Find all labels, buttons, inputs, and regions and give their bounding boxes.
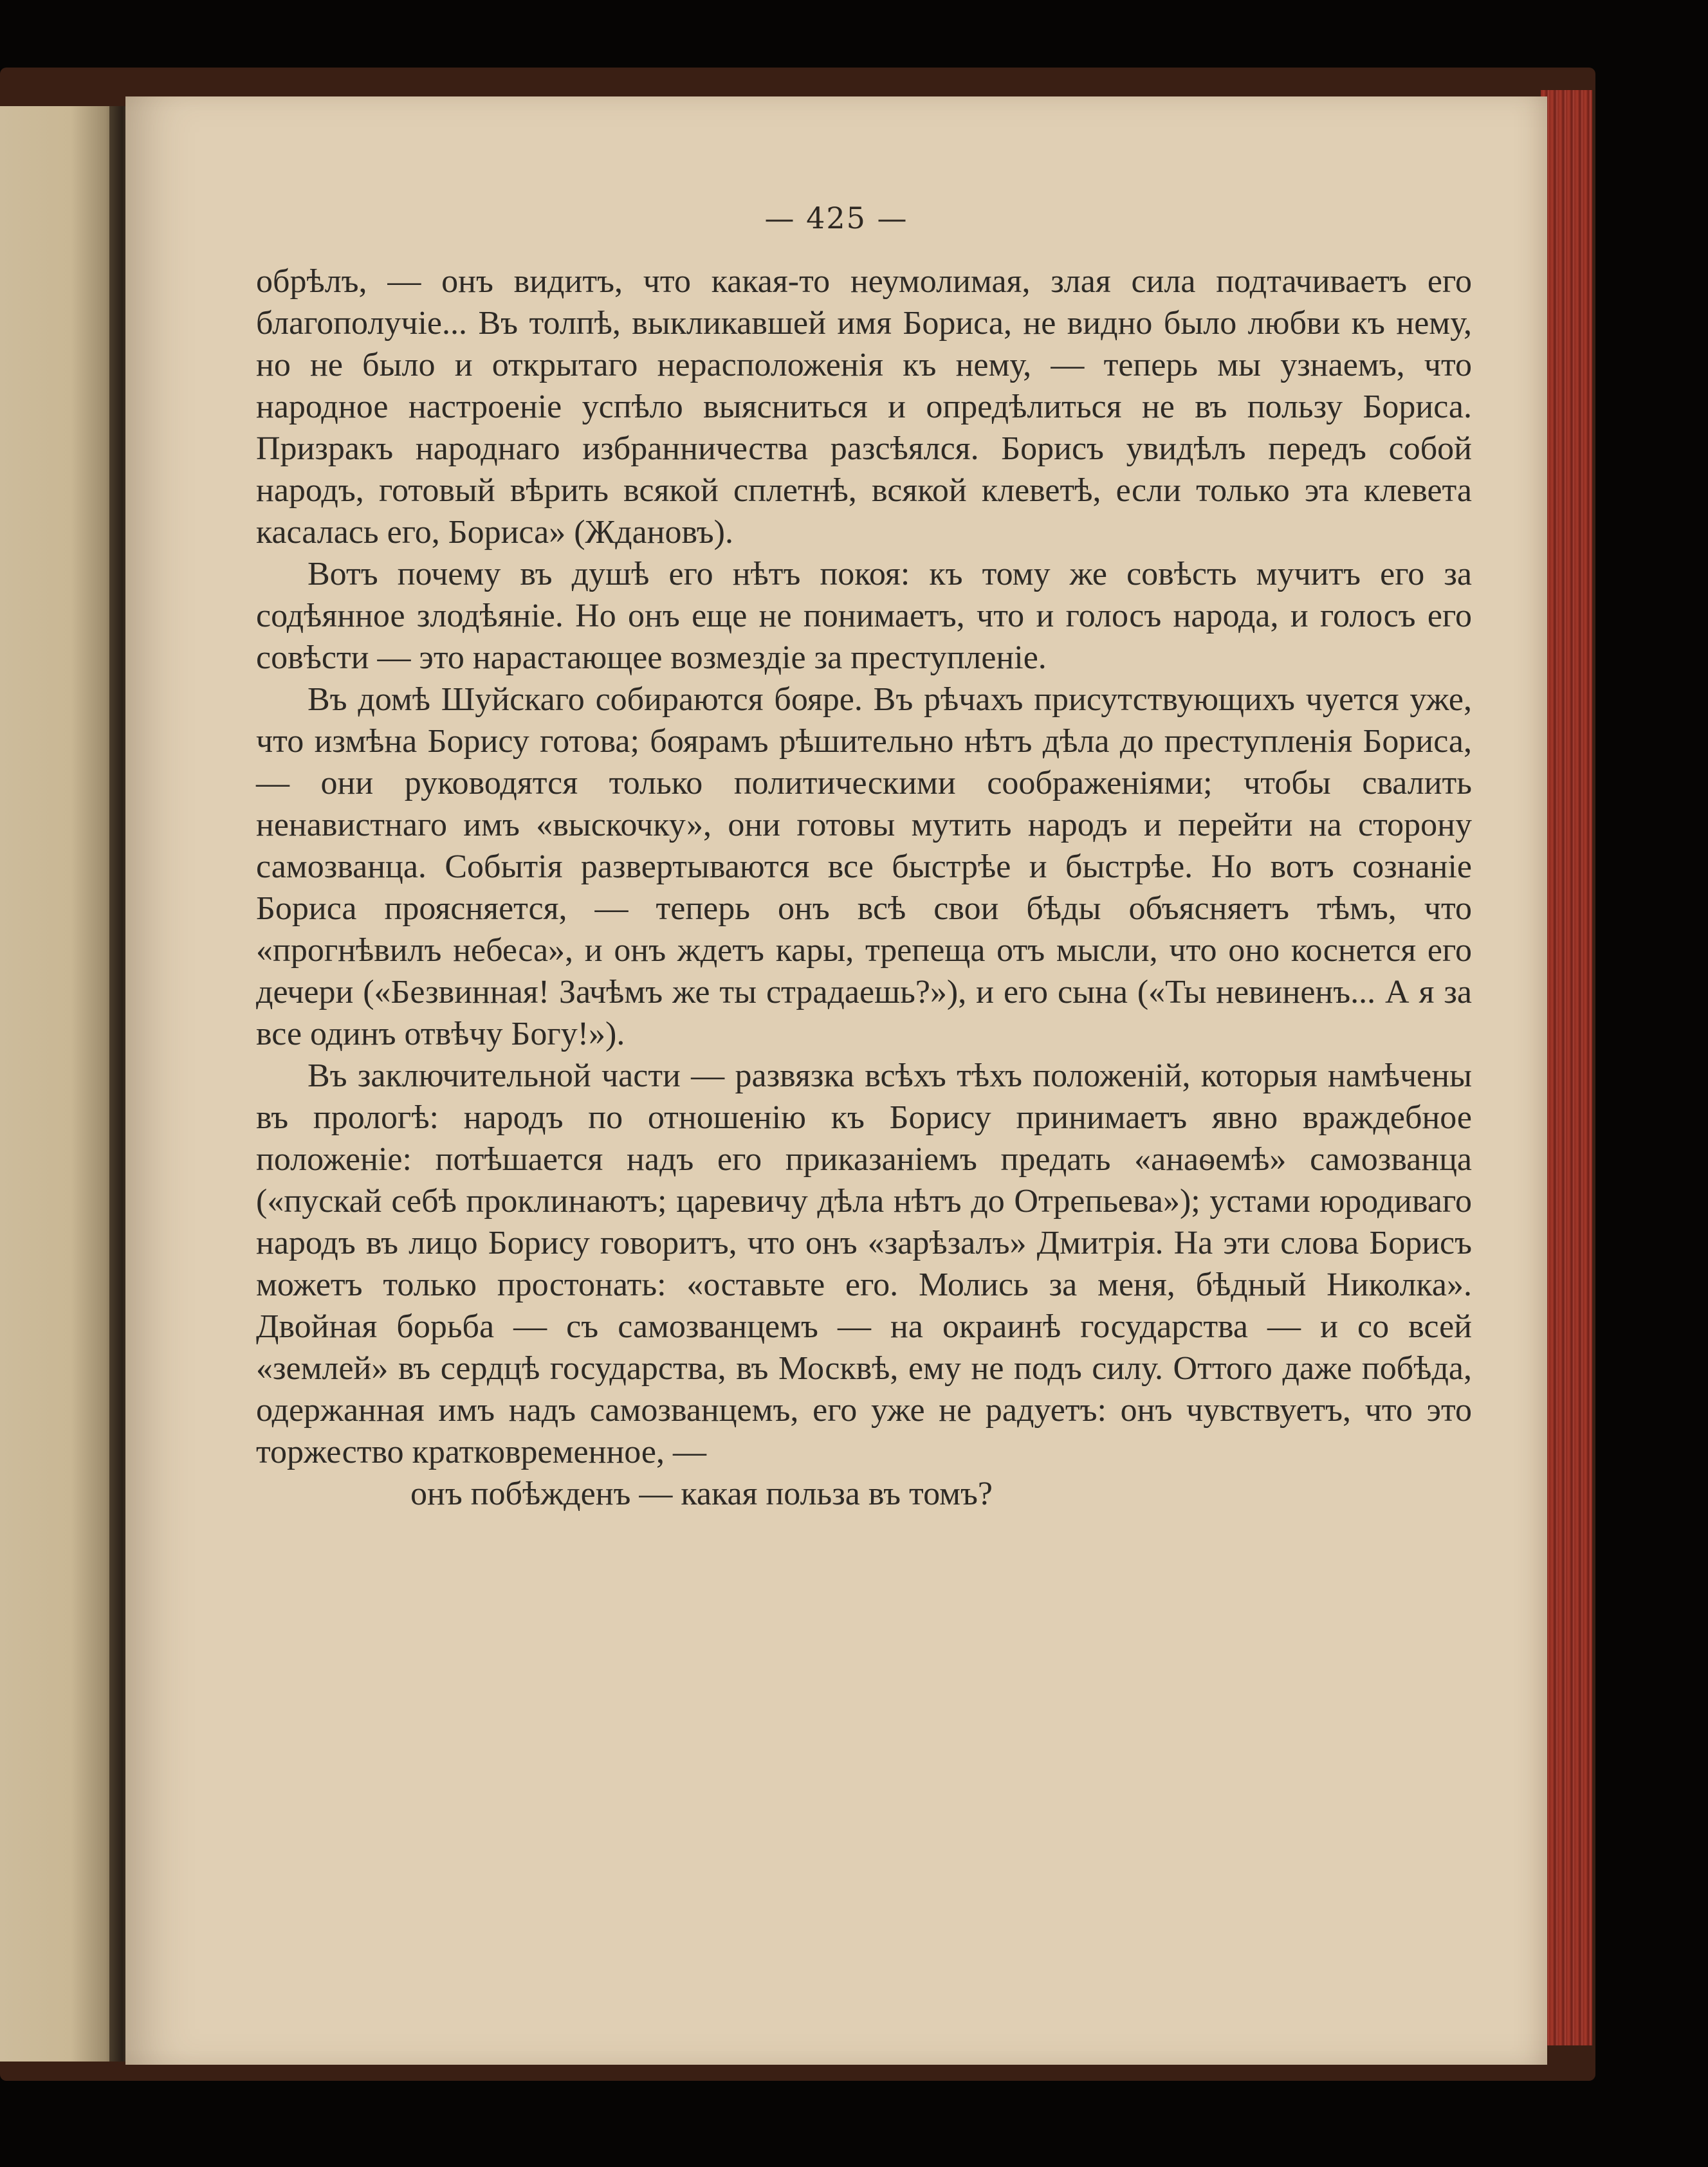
paragraph-continuation: обрѣлъ, — онъ видитъ, что какая-то неумолимая, злая сила подтачиваетъ его благополучіе... Въ толпѣ, выкликавшей имя Бориса, не видно было любви къ нему, но не было и открытаго нерасположенія къ нему, — теперь мы узнаемъ, что народное настроеніе успѣло выясниться и опредѣлиться не въ пользу Бориса. Призракъ народнаго избранничества разсѣялся. Борисъ увидѣлъ передъ собой народъ, готовый вѣрить всякой сплетнѣ, всякой клеветѣ, если только эта клевета касалась его, Бориса» (Ждановъ). [256, 263, 1472, 551]
verse-quote: онъ побѣжденъ — какая польза въ томъ? [410, 1476, 993, 1512]
body-text [256, 261, 1472, 1515]
paragraph: Въ домѣ Шуйскаго собираются бояре. Въ рѣчахъ присутствующихъ чуется уже, что измѣна Борису готова; боярамъ рѣшительно нѣтъ дѣла до преступленія Бориса, — они руководятся только политическими соображеніями; чтобы свалить ненавистнаго имъ «выскочку», они готовы мутить народъ и перейти на сторону самозванца. Событія развертываются все быстрѣе и быстрѣе. Но вотъ сознаніе Бориса проясняется, — теперь онъ всѣ свои бѣды объясняетъ тѣмъ, что «прогнѣвилъ небеса», и онъ ждетъ кары, трепеща отъ мысли, что оно коснется его дечери («Безвинная! Зачѣмъ же ты страдаешь?»), и его сына («Ты невиненъ... А я за все одинъ отвѣчу Богу!»). [256, 681, 1472, 1052]
paragraph: Вотъ почему въ душѣ его нѣтъ покоя: къ тому же совѣсть мучитъ его за содѣянное злодѣяніе. Но онъ еще не понимаетъ, что и голосъ народа, и голосъ его совѣсти — это нарастающее возмездіе за преступленіе. [256, 556, 1472, 676]
paragraph: Въ заключительной части — развязка всѣхъ тѣхъ положеній, которыя намѣчены въ прологѣ: народъ по отношенію къ Борису принимаетъ явно враждебное положеніе: потѣшается надъ его приказаніемъ предать «анаѳемѣ» самозванца («пускай себѣ проклинаютъ; царевичу дѣла нѣтъ до Отрепьева»); устами юродиваго народъ въ лицо Борису говоритъ, что онъ «зарѣзалъ» Дмитрія. На эти слова Борисъ можетъ только простонать: «оставьте его. Молись за меня, бѣдный Николка». Двойная борьба — съ самозванцемъ — на окраинѣ государства — и со всей «землей» въ сердцѣ государства, въ Москвѣ, ему не подъ силу. Оттого даже побѣда, одержанная имъ надъ самозванцемъ, его уже не радуетъ: онъ чувствуетъ, что это торжество кратковременное, — [256, 1057, 1472, 1470]
page-number: — 425 — [764, 201, 908, 235]
page-edges-red [1541, 90, 1592, 2045]
right-page [125, 96, 1547, 2065]
